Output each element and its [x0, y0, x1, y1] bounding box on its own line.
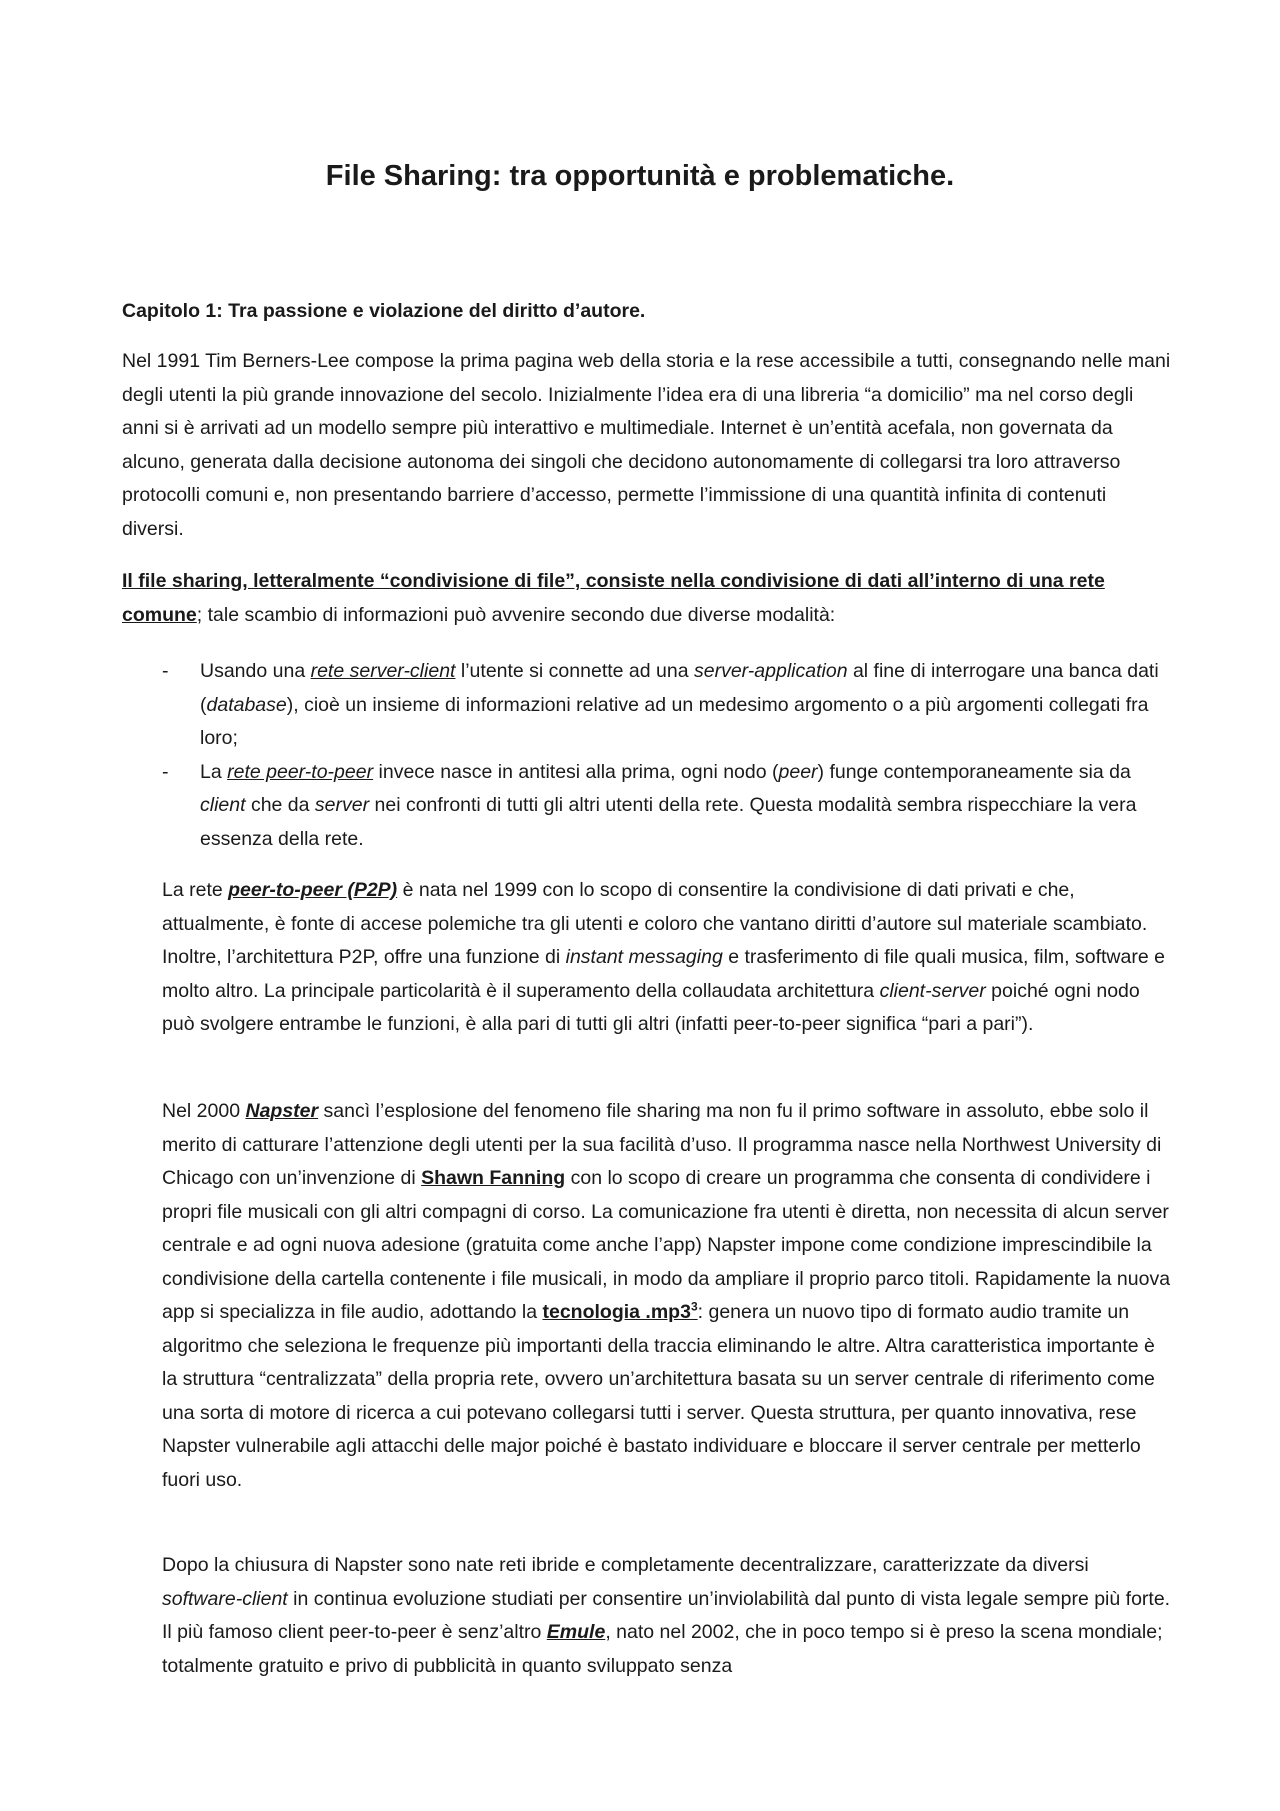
term-client: client [200, 794, 246, 816]
term-napster: Napster [245, 1100, 319, 1122]
text-span: l’utente si connette ad una [455, 660, 694, 682]
list-dash: - [162, 760, 169, 783]
paragraph-file-sharing [122, 565, 1172, 632]
term-client-server: client-server [879, 979, 986, 1002]
text-span: Dopo la chiusura di Napster sono nate reti ibride e completamente decentralizzare, caratterizzate da diversi [162, 1554, 1089, 1576]
mp3-label: tecnologia .mp3 [542, 1301, 691, 1323]
text-span: al fine di interrogare una banca dati ( [200, 660, 1159, 716]
text-span: in continua evoluzione studiati per consentire un’inviolabilità dal punto di vista legale sempre più forte. Il più famoso client peer-to-peer è senz’altro [162, 1587, 1171, 1643]
list-item-server-client [122, 655, 1172, 756]
list-dash: - [162, 660, 169, 682]
text-span: ) funge contemporaneamente sia da [817, 760, 1131, 783]
list-item-peer-to-peer [122, 756, 1172, 857]
text-span: invece nasce in antitesi alla prima, ogni nodo ( [373, 760, 779, 783]
text-span: Usando una [200, 660, 311, 682]
text-span: , nato nel 2002, che in poco tempo si è preso la scena mondiale; totalmente gratuito e privo di pubblicità in quanto sviluppato senza [162, 1621, 1163, 1677]
modes-list [122, 655, 1172, 856]
paragraph-text: ; tale scambio di informazioni può avvenire secondo due diverse modalità: [196, 603, 836, 626]
term-p2p: peer-to-peer (P2P) [228, 879, 398, 901]
term-server: server [314, 794, 370, 816]
term-mp3 [543, 1301, 698, 1323]
paragraph-napster [162, 1095, 1172, 1497]
text-span: ), cioè un insieme di informazioni relative ad un medesimo argomento o a più argomenti collegati fra loro; [200, 693, 1149, 749]
text-span: La [200, 760, 228, 783]
text-span: che da [245, 794, 315, 816]
text-span: poiché ogni nodo può svolgere entrambe le funzioni, è alla pari di tutti gli altri (infatti peer-to-peer significa “pari a pari”). [162, 979, 1140, 1035]
paragraph-p2p [162, 874, 1172, 1042]
term-server-application: server-application [693, 660, 848, 682]
text-span: con lo scopo di creare un programma che consenta di condividere i propri file musicali con gli altri compagni di corso. La comunicazione fra utenti è diretta, non necessita di alcun server centrale e ad ogni nuova adesione (gratuita come anche l’app) Napster impone come condizione imprescindibile la condivisione della cartella contenente i file musicali, in modo da ampliare il proprio parco titoli. Rapidamente la nuova app si specializza in file audio, adottando la [162, 1167, 1171, 1323]
text-span: sancì l’esplosione del fenomeno file sharing ma non fu il primo software in assoluto, ebbe solo il merito di catturare l’attenzione degli utenti per la sua facilità d’uso. Il programma nasce nella Northwest University di Chicago con un’invenzione di [162, 1100, 1162, 1189]
text-span: nei confronti di tutti gli altri utenti della rete. Questa modalità sembra rispecchiare la vera essenza della rete. [200, 794, 1137, 850]
footnote-ref: 3 [690, 1299, 698, 1314]
text-span: è nata nel 1999 con lo scopo di consentire la condivisione di dati privati e che, attualmente, è fonte di accese polemiche tra gli utenti e coloro che vantano diritti d’autore sul materiale scambiato. Inoltre, l’architettura P2P, offre una funzione di [162, 879, 1148, 968]
term-peer: peer [778, 760, 818, 783]
term-shawn-fanning: Shawn Fanning [421, 1167, 566, 1189]
document-title: File Sharing: tra opportunità e problematiche. [325, 160, 955, 192]
file-sharing-definition: Il file sharing, letteralmente “condivisione di file”, consiste nella condivisione di dati all’interno di una rete comune [122, 570, 1105, 626]
text-span: e trasferimento di file quali musica, film, software e molto altro. La principale particolarità è il superamento della collaudata architettura [162, 946, 1165, 1002]
paragraph-emule [162, 1549, 1172, 1683]
term-instant-messaging: instant messaging [565, 946, 723, 968]
text-span: Nel 2000 [162, 1100, 246, 1122]
term-software-client: software-client [162, 1587, 288, 1610]
term-database: database [206, 693, 287, 716]
paragraph-intro: Nel 1991 Tim Berners-Lee compose la prima pagina web della storia e la rese accessibile a tutti, consegnando nelle mani degli utenti la più grande innovazione del secolo. Inizialmente l’idea era di una libreria “a domicilio” ma nel corso degli anni si è arrivati ad un modello sempre più interattivo e multimediale. Internet è un’entità acefala, non governata da alcuno, generata dalla decisione autonoma dei singoli che decidono autonomamente di collegarsi tra loro attraverso protocolli comuni e, non presentando barriere d’accesso, permette l’immissione di una quantità infinita di contenuti diversi. [122, 350, 1171, 540]
term-emule: Emule [546, 1621, 606, 1643]
term-server-client: rete server-client [310, 660, 456, 682]
term-peer-to-peer: rete peer-to-peer [227, 760, 374, 783]
text-span: : genera un nuovo tipo di formato audio tramite un algoritmo che seleziona le frequenze più importanti della traccia eliminando le altre. Altra caratteristica importante è la struttura “centralizzata” della propria rete, ovvero un’architettura basata su un server centrale di riferimento come una sorta di motore di ricerca a cui potevano collegarsi tutti i server. Questa struttura, per quanto innovativa, rese Napster vulnerabile agli attacchi delle major poiché è bastato individuare e bloccare il server centrale per metterlo fuori uso. [162, 1301, 1155, 1491]
text-span: La rete [162, 879, 229, 901]
chapter-heading: Capitolo 1: Tra passione e violazione del diritto d’autore. [122, 300, 646, 322]
